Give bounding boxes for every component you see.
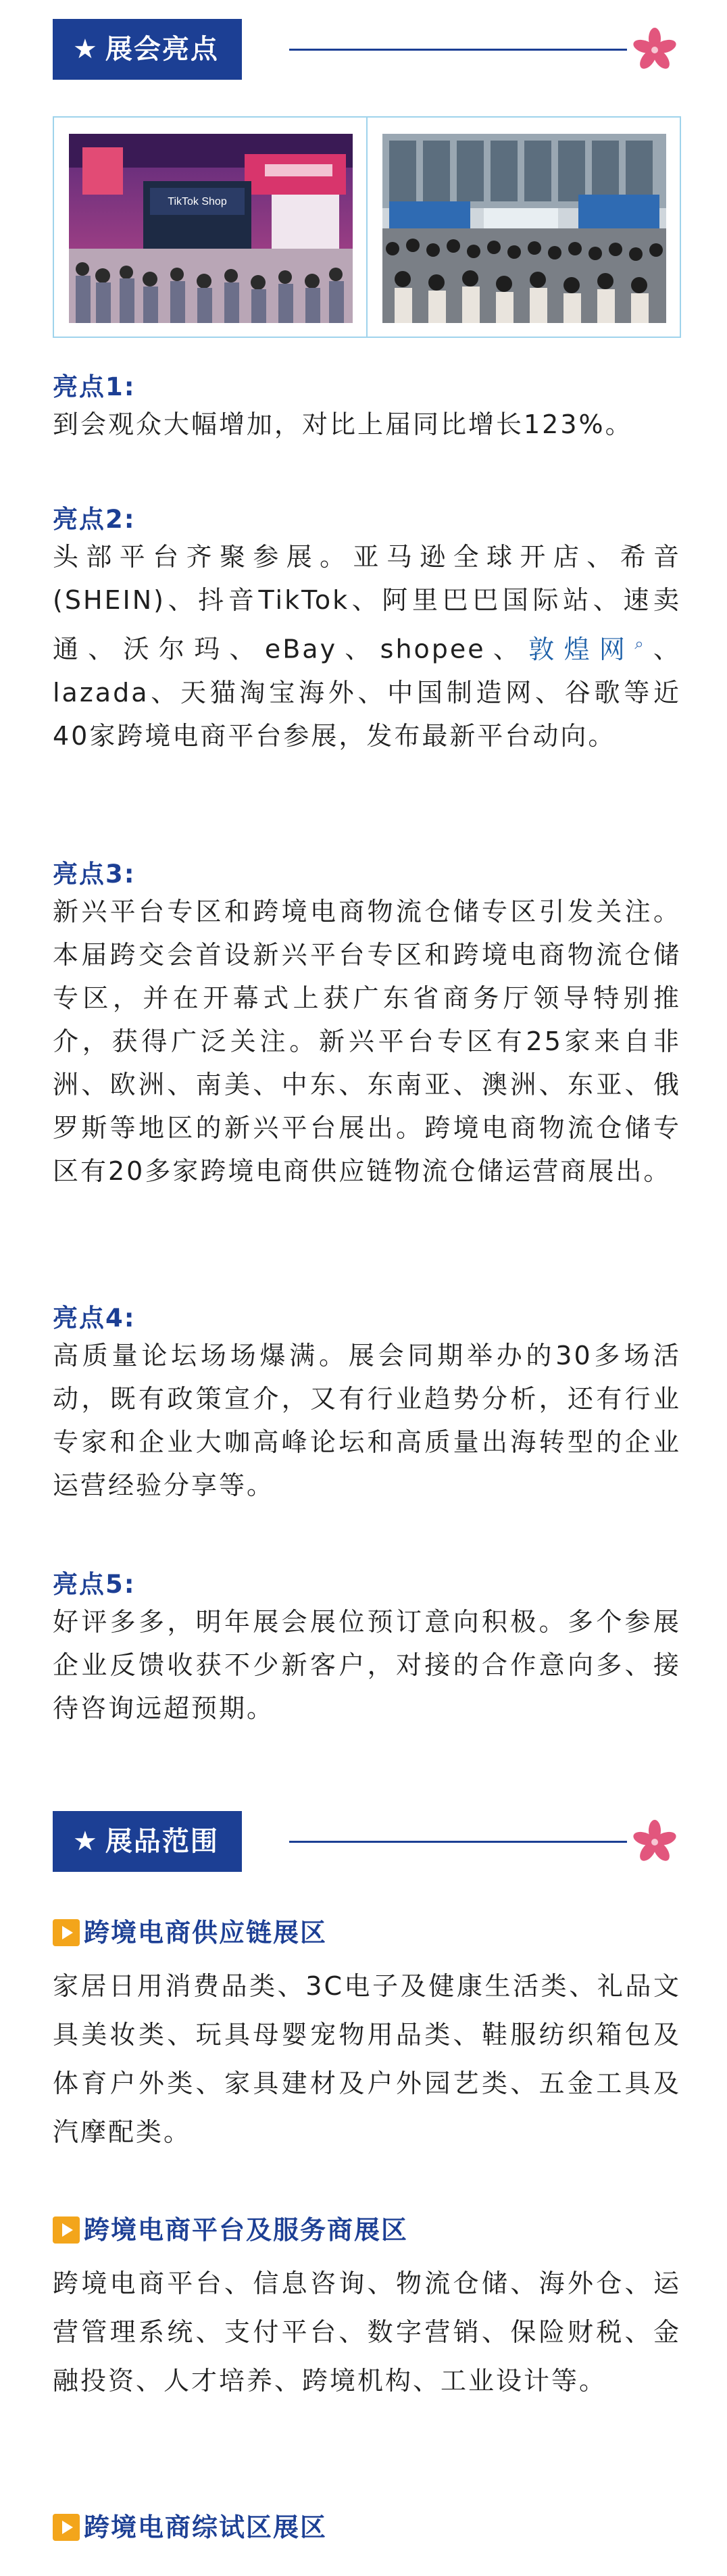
- highlight-5-title: 亮点5:: [53, 1570, 136, 1599]
- photo-gallery: [53, 116, 681, 338]
- expo-photo-right: [366, 118, 680, 337]
- scope-2-title: [53, 2213, 408, 2247]
- scope-2-title-text: 跨境电商平台及服务商展区: [84, 2215, 409, 2245]
- divider-line: [289, 49, 627, 51]
- highlight-1-title: 亮点1:: [53, 372, 136, 401]
- highlight-2-text-after: 、lazada、天猫淘宝海外、中国制造网、谷歌等近40家跨境电商平台参展，发布最新平台动向。: [53, 634, 681, 751]
- highlight-1-text: 到会观众大幅增加，对比上届同比增长123%。: [53, 410, 633, 439]
- play-icon: [53, 1919, 80, 1946]
- highlight-3-title: 亮点3:: [53, 860, 136, 889]
- flower-icon: [630, 1818, 679, 1866]
- scope-1-title: [53, 1916, 327, 1950]
- flower-icon: [630, 26, 679, 74]
- highlight-4-text: 高质量论坛场场爆满。展会同期举办的30多场活动，既有政策宣介，又有行业趋势分析，还有行业专家和企业大咖高峰论坛和高质量出海转型的企业运营经验分享等。: [53, 1341, 681, 1500]
- dhgate-link[interactable]: [528, 635, 645, 664]
- highlight-2-text: [53, 535, 681, 758]
- exhibition-hall-image: [69, 134, 353, 323]
- section-header-highlights: [53, 19, 681, 80]
- scope-3-title: [53, 2510, 327, 2544]
- scope-3-title-text: 跨境电商综试区展区: [84, 2512, 328, 2542]
- search-icon: ⌕: [634, 634, 646, 653]
- highlight-5-text: 好评多多，明年展会展位预订意向积极。多个参展企业反馈收获不少新客户，对接的合作意向多、接待咨询远超预期。: [53, 1607, 681, 1723]
- section-tag: [53, 1811, 242, 1872]
- highlight-3-text: 新兴平台专区和跨境电商物流仓储专区引发关注。本届跨交会首设新兴平台专区和跨境电商物流仓储专区，并在开幕式上获广东省商务厅领导特别推介，获得广泛关注。新兴平台专区有25家来自非洲、欧洲、南美、中东、东南亚、澳洲、东亚、俄罗斯等地区的新兴平台展出。跨境电商物流仓储专区有20多家跨境电商供应链物流仓储运营商展出。: [53, 897, 681, 1186]
- section-title: 展品范围: [105, 1826, 219, 1857]
- dhgate-link-label: 敦煌网: [528, 634, 635, 664]
- star-icon: ★: [73, 1826, 99, 1857]
- star-icon: ★: [73, 34, 99, 65]
- highlight-4-title: 亮点4:: [53, 1304, 136, 1333]
- scope-1-title-text: 跨境电商供应链展区: [84, 1918, 328, 1948]
- section-tag: [53, 19, 242, 80]
- crowd-hall-image: [382, 134, 666, 323]
- play-icon: [53, 2216, 80, 2244]
- play-icon: [53, 2514, 80, 2541]
- expo-photo-left: [54, 118, 366, 337]
- booth-sign-text: TikTok Shop: [168, 196, 227, 207]
- highlight-2-text-before: 头部平台齐聚参展。亚马逊全球开店、希音(SHEIN)、抖音TikTok、阿里巴巴国际站、速卖通、沃尔玛、eBay、shopee、: [53, 542, 681, 664]
- divider-line: [289, 1841, 627, 1843]
- section-title: 展会亮点: [105, 34, 219, 65]
- section-header-scope: [53, 1811, 681, 1872]
- scope-2-text: 跨境电商平台、信息咨询、物流仓储、海外仓、运营管理系统、支付平台、数字营销、保险财税、金融投资、人才培养、跨境机构、工业设计等。: [53, 2269, 681, 2396]
- highlight-2-title: 亮点2:: [53, 505, 136, 534]
- scope-1-text: 家居日用消费品类、3C电子及健康生活类、礼品文具美妆类、玩具母婴宠物用品类、鞋服纺织箱包及体育户外类、家具建材及户外园艺类、五金工具及汽摩配类。: [53, 1971, 681, 2147]
